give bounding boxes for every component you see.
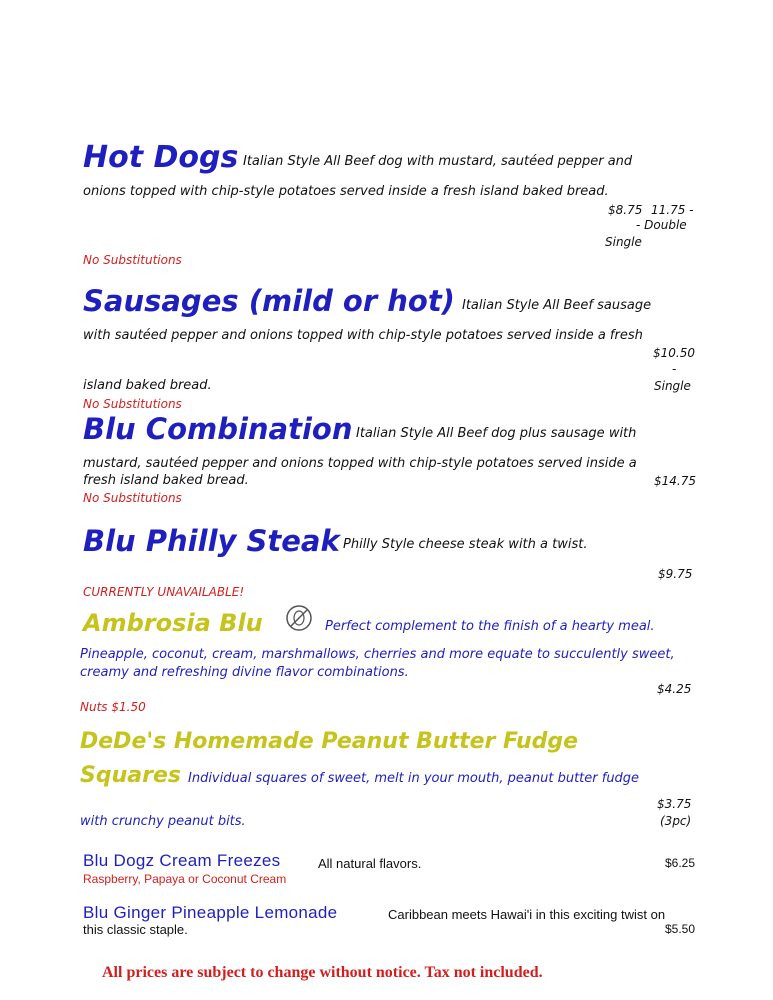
fudge-title-line1: DeDe's Homemade Peanut Butter Fudge — [80, 729, 579, 754]
ambrosia-tagline: Perfect complement to the finish of a hearty meal. — [325, 619, 655, 634]
price-disclaimer: All prices are subject to change without notice. Tax not included. — [102, 964, 543, 981]
hot-dogs-price-double: 11.75 - — [651, 203, 694, 217]
sausages-title: Sausages (mild or hot) — [83, 284, 455, 318]
lemonade-desc-line1: Caribbean meets Hawai'i in this exciting twist on — [388, 907, 666, 922]
philly-price: $9.75 — [658, 567, 693, 581]
sausages-desc-line1: Italian Style All Beef sausage — [462, 298, 652, 313]
lemonade-title: Blu Ginger Pineapple Lemonade — [83, 903, 338, 922]
sausages-desc-line2: with sautéed pepper and onions topped with chip-style potatoes served inside a fresh — [83, 328, 643, 343]
hot-dogs-single-label: Single — [605, 235, 642, 249]
fudge-title-line2: Squares — [80, 763, 181, 788]
fudge-qty: (3pc) — [660, 814, 692, 828]
combo-note: No Substitutions — [83, 491, 182, 505]
hot-dogs-double-label: - Double — [636, 218, 687, 232]
fudge-price: $3.75 — [657, 797, 692, 811]
no-nuts-icon — [285, 604, 313, 632]
fudge-desc-line1: Individual squares of sweet, melt in your mouth, peanut butter fudge — [188, 771, 640, 786]
lemonade-desc-line2: this classic staple. — [83, 922, 188, 937]
ambrosia-title: Ambrosia Blu — [83, 609, 263, 637]
ambrosia-desc-line1: Pineapple, coconut, cream, marshmallows, cherries and more equate to succulently sweet, — [80, 647, 675, 662]
combo-price: $14.75 — [654, 474, 696, 488]
sausages-dash: - — [672, 362, 677, 376]
combo-title: Blu Combination — [83, 412, 353, 446]
hot-dogs-note: No Substitutions — [83, 253, 182, 267]
freezes-title: Blu Dogz Cream Freezes — [83, 851, 281, 870]
sausages-desc-line3: island baked bread. — [83, 378, 212, 393]
hot-dogs-desc-line2: onions topped with chip-style potatoes served inside a fresh island baked bread. — [83, 184, 609, 199]
freezes-flavors: Raspberry, Papaya or Coconut Cream — [83, 872, 287, 886]
philly-desc: Philly Style cheese steak with a twist. — [343, 537, 588, 552]
combo-desc-line1: Italian Style All Beef dog plus sausage with — [356, 426, 637, 441]
ambrosia-desc-line2: creamy and refreshing divine flavor combinations. — [80, 665, 409, 680]
hot-dogs-title: Hot Dogs — [83, 140, 239, 175]
sausages-note: No Substitutions — [83, 397, 182, 411]
ambrosia-price: $4.25 — [657, 682, 692, 696]
lemonade-price: $5.50 — [665, 922, 696, 936]
combo-desc-line2: mustard, sautéed pepper and onions topped with chip-style potatoes served inside a — [83, 456, 637, 471]
combo-desc-line3: fresh island baked bread. — [83, 473, 249, 488]
fudge-desc-line2: with crunchy peanut bits. — [80, 814, 246, 829]
hot-dogs-price-single: $8.75 — [608, 203, 643, 217]
philly-title: Blu Philly Steak — [83, 524, 340, 558]
hot-dogs-desc-line1: Italian Style All Beef dog with mustard, sautéed pepper and — [243, 154, 633, 169]
freezes-price: $6.25 — [665, 856, 696, 870]
ambrosia-note: Nuts $1.50 — [80, 700, 146, 714]
sausages-single-label: Single — [654, 379, 691, 393]
sausages-price: $10.50 — [653, 346, 695, 360]
freezes-desc: All natural flavors. — [318, 856, 422, 871]
philly-note: CURRENTLY UNAVAILABLE! — [83, 585, 245, 599]
